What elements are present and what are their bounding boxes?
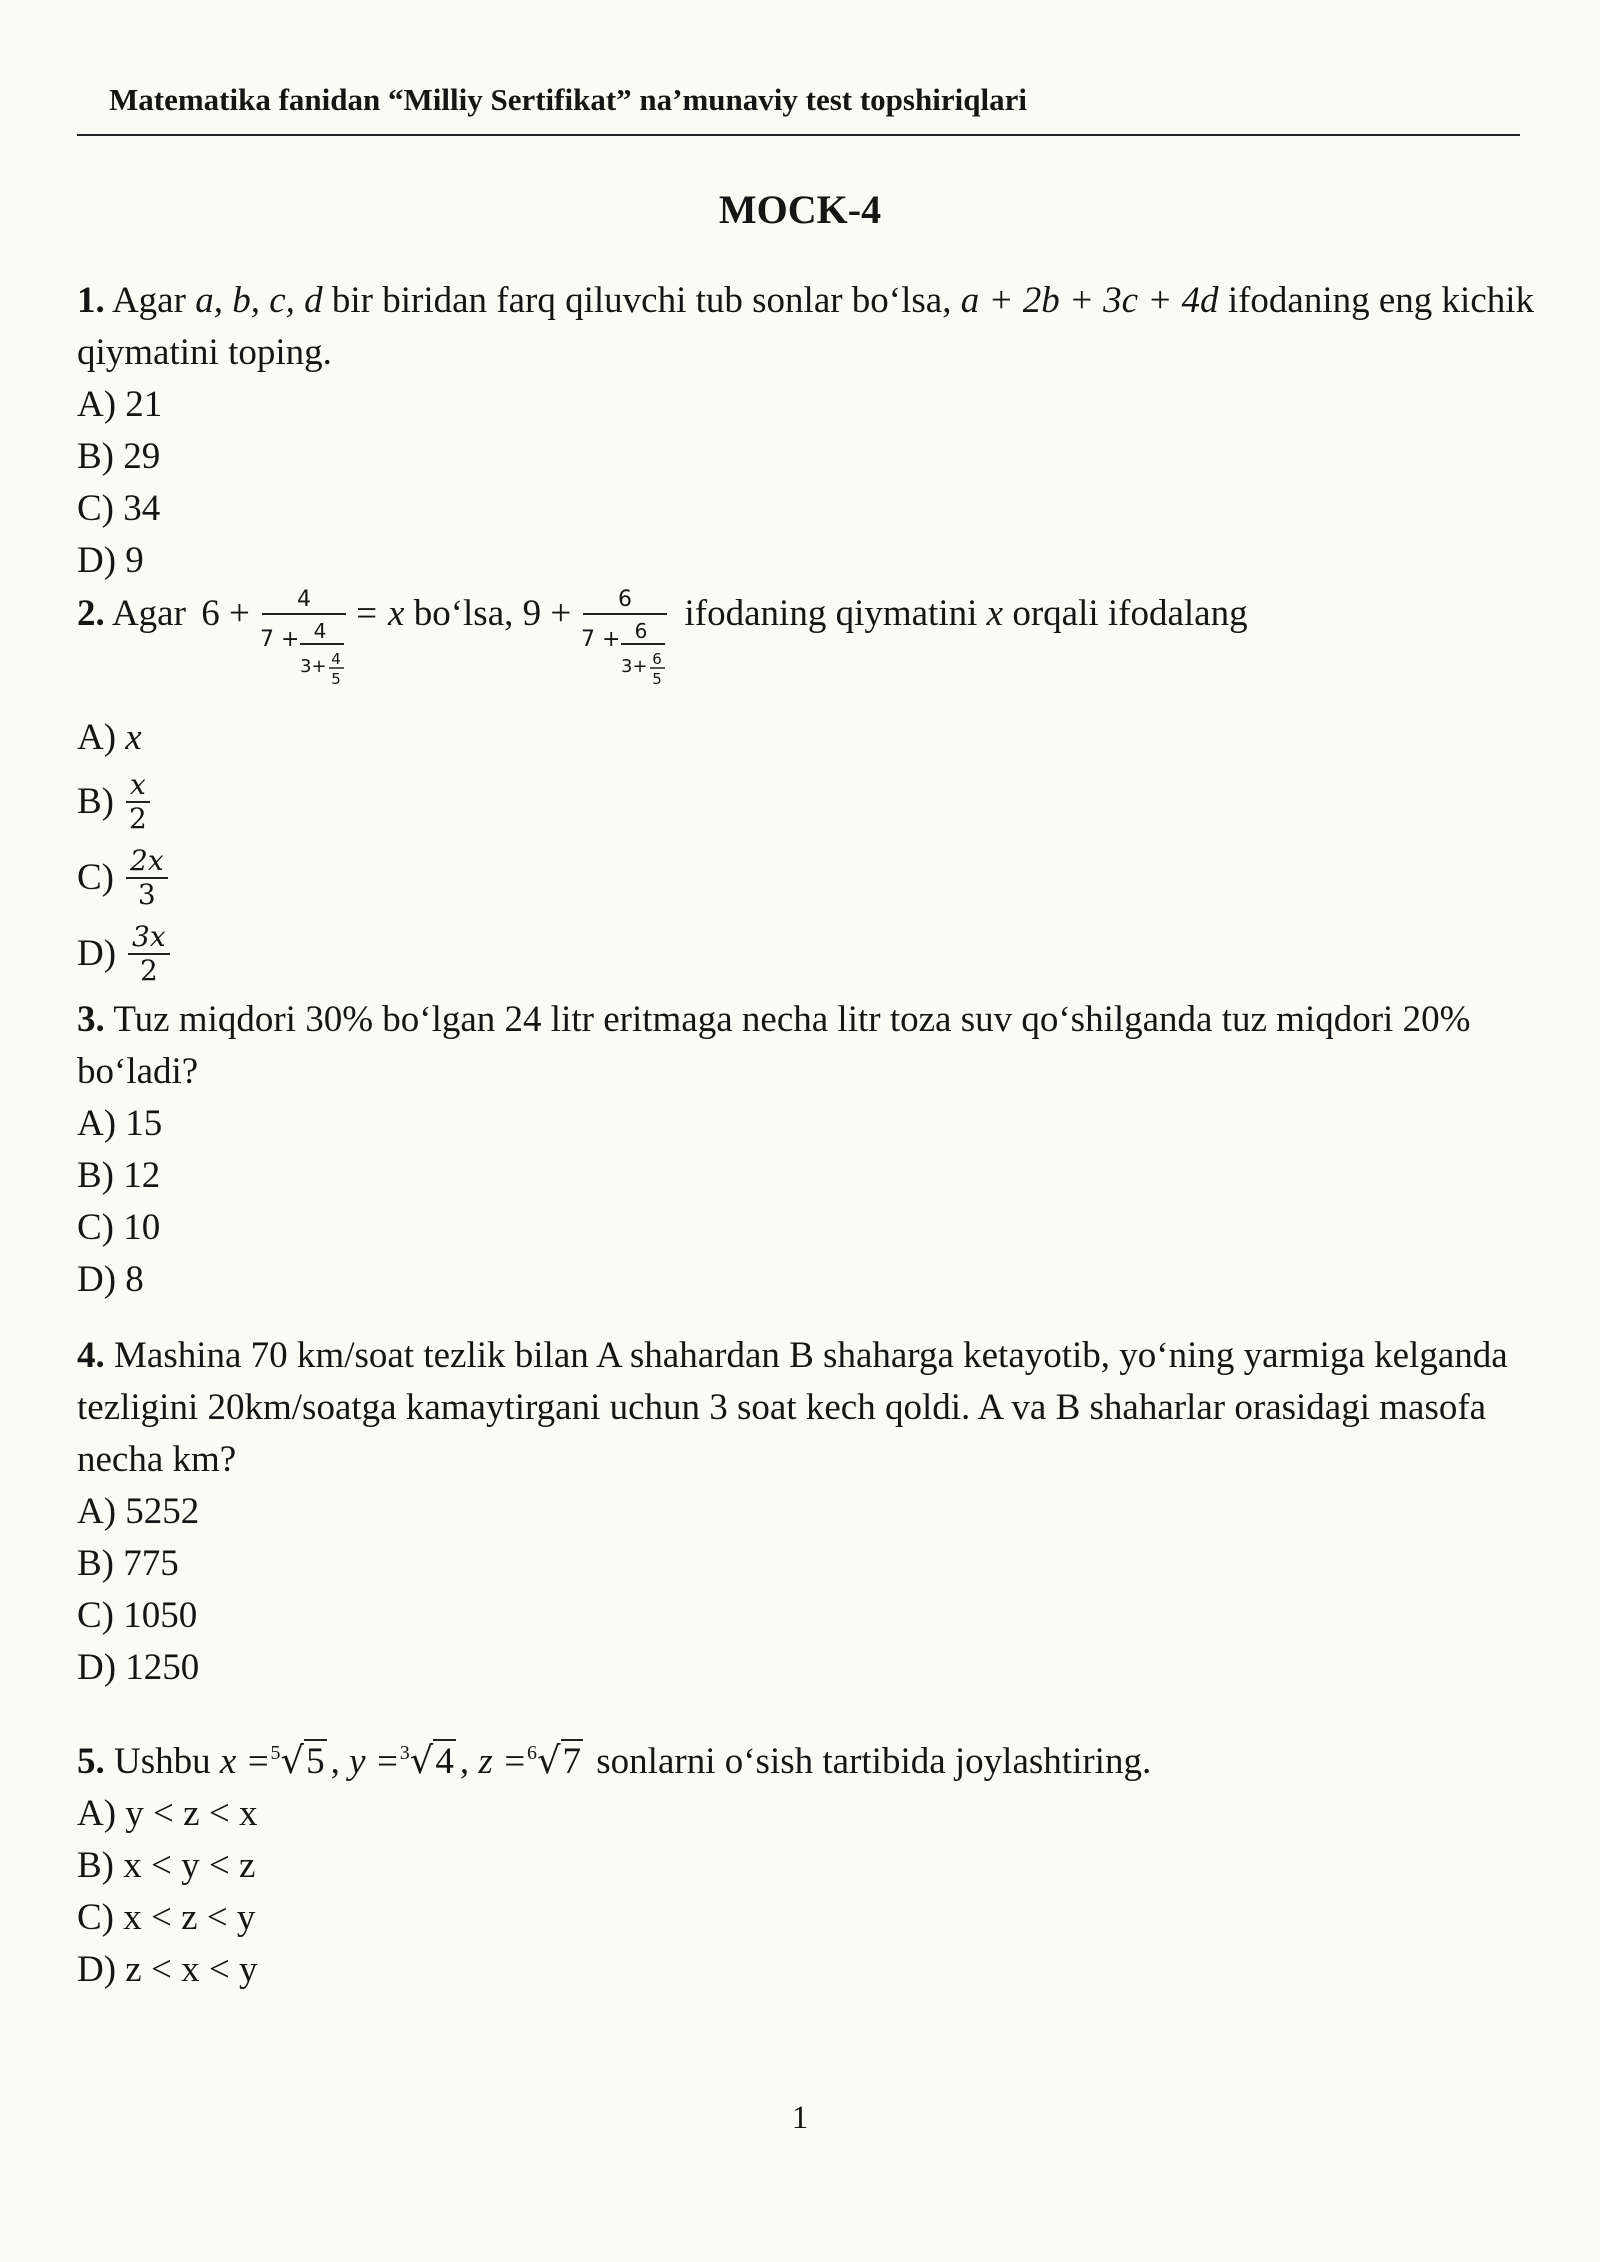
option-a: A) x	[77, 717, 142, 758]
question-text: Tuz miqdori 30% bo‘lgan 24 litr eritmaga necha litr toza suv qo‘shilganda tuz miqdori 20% bo‘ladi?	[77, 999, 1471, 1092]
page-title: MOCK-4	[718, 187, 882, 232]
options-list	[77, 1098, 1547, 1306]
question-text: Mashina 70 km/soat tezlik bilan A shahardan B shaharga ketayotib, yo‘ning yarmiga kelganda tezligini 20km/soatga kamaytirgani uchun 3 soat kech qoldi. A va B shaharlar orasidagi masofa necha km?	[77, 1335, 1508, 1480]
option-c: C) 34	[77, 488, 161, 529]
option-a: A) 15	[77, 1103, 163, 1144]
question-5: 5. Ushbu x = 5 √5 , y = 3 √4 , z = 6 √7 sonlarni o‘sish tartibida joylashtiring. A) y < z < x B) x < y < z C) x < z < y D) z < x < y	[77, 1735, 1547, 1996]
option-a: A) 5252	[77, 1491, 200, 1532]
svg-text:4: 4	[331, 650, 341, 668]
page-header: Matematika fanidan “Milliy Sertifikat” na’munaviy test topshiriqlari	[77, 80, 1520, 136]
math-expression: 9 +	[522, 593, 572, 634]
math-expression: x =	[219, 1741, 271, 1782]
option-d: D) z < x < y	[77, 1949, 258, 1990]
math-expression: z =	[478, 1741, 527, 1782]
option-c: C) 10	[77, 1207, 161, 1248]
question-number: 5.	[77, 1741, 105, 1782]
option-c: C) x < z < y	[77, 1897, 256, 1938]
question-text: ifodaning qiymatini	[675, 593, 987, 634]
fraction: $\frac{3x}{2}$	[128, 921, 170, 987]
math-vars: a, b, c, d	[195, 280, 323, 321]
options-list	[77, 379, 1547, 587]
option-d: D) 8	[77, 1259, 144, 1300]
svg-text:4: 4	[313, 619, 327, 643]
option-b: B) 775	[77, 1543, 179, 1584]
option-b: B) $\frac{x}{2}$	[77, 764, 1547, 840]
math-expression: 6 +	[201, 593, 250, 634]
question-text: orqali ifodalang	[1003, 593, 1248, 634]
question-text: Ushbu	[104, 1741, 220, 1782]
svg-text:3+: 3+	[621, 656, 648, 677]
math-expression: y =	[349, 1741, 400, 1782]
radical: 6 √7	[526, 1739, 582, 1782]
question-text: sonlarni o‘sish tartibida joylashtiring.	[587, 1741, 1152, 1782]
options-list	[77, 1788, 1547, 1996]
question-text: bo‘lsa,	[404, 593, 523, 634]
question-2	[77, 588, 1547, 992]
option-c: C) 1050	[77, 1595, 198, 1636]
svg-text:3+: 3+	[299, 656, 327, 677]
option-a: A) 21	[77, 384, 163, 425]
math-expression: a + 2b + 3c + 4d	[960, 280, 1219, 321]
question-number: 1.	[77, 280, 105, 321]
question-3	[77, 994, 1547, 1306]
continued-fraction-1	[256, 580, 348, 700]
svg-text:7 +: 7 +	[581, 627, 621, 652]
fraction: $\frac{x}{2}$	[126, 769, 150, 835]
question-text: bir biridan farq qiluvchi tub sonlar bo‘lsa,	[322, 280, 961, 321]
svg-text:5: 5	[331, 670, 341, 688]
math-var: x	[986, 593, 1004, 634]
question-text: ifodaning eng kichik qiymatini toping.	[77, 280, 1535, 373]
svg-text:6: 6	[618, 587, 633, 612]
option-a: A) y < z < x	[77, 1793, 258, 1834]
math-expression: = x	[353, 593, 405, 634]
question-4	[77, 1330, 1547, 1694]
options-list	[77, 1486, 1547, 1694]
question-1	[77, 275, 1547, 587]
svg-text:6: 6	[634, 619, 648, 643]
options-list	[77, 712, 1547, 992]
question-text: Agar	[104, 593, 196, 634]
question-number: 4.	[77, 1335, 105, 1376]
svg-text:4: 4	[296, 587, 311, 612]
option-c: C) $\frac{2x}{3}$	[77, 840, 1547, 916]
continued-fraction-2	[577, 580, 669, 700]
question-2-line	[77, 588, 1547, 698]
option-d: D) 1250	[77, 1647, 200, 1688]
option-b: B) x < y < z	[77, 1845, 256, 1886]
option-d: D) $\frac{3x}{2}$	[77, 916, 1547, 992]
svg-text:5: 5	[652, 670, 663, 688]
question-number: 2.	[77, 593, 105, 634]
svg-text:6: 6	[652, 650, 663, 668]
option-b: B) 29	[77, 436, 161, 477]
question-number: 3.	[77, 999, 105, 1040]
option-b: B) 12	[77, 1155, 161, 1196]
radical: 3 √4	[399, 1739, 454, 1782]
fraction: $\frac{2x}{3}$	[126, 845, 168, 911]
page-number: 1	[791, 2100, 809, 2136]
option-d: D) 9	[77, 540, 144, 581]
svg-text:7 +: 7 +	[259, 627, 300, 652]
radical: 5 √5	[270, 1739, 325, 1782]
question-text: Agar	[104, 280, 196, 321]
